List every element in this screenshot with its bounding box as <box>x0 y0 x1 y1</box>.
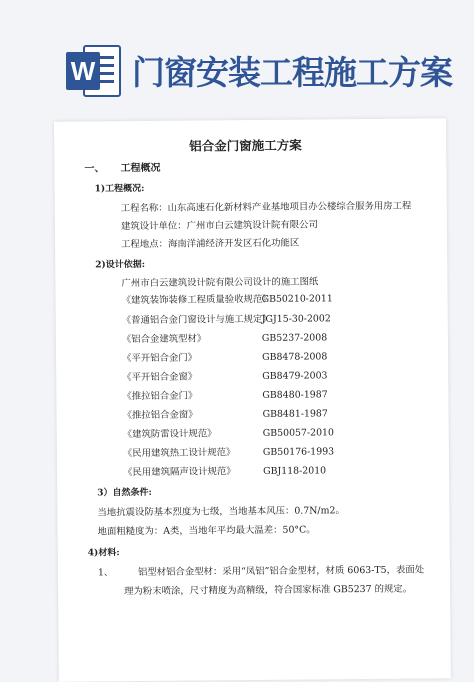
reference-code: GB5237-2008 <box>261 332 328 344</box>
materials-item-line: 铝型材铝合金型材：采用“凤铝”铝合金型材，材质 6063-T5，表面处 <box>137 564 425 578</box>
section-heading-design-basis: 2)设计依据: <box>95 259 146 271</box>
chapter-title: 工程概况 <box>120 162 161 175</box>
document-page <box>54 118 451 681</box>
design-basis-intro: 广州市白云建筑设计院有限公司设计的施工图纸 <box>121 276 319 290</box>
roughness-temperature-line: 地面粗糙度为：A类，当地年平均最大温差：50°C。 <box>97 524 316 538</box>
reference-item <box>121 332 328 346</box>
reference-item <box>122 427 335 441</box>
section-heading-overview: 1)工程概况: <box>94 183 145 195</box>
reference-name: 《平开铝合金门》 <box>122 352 198 365</box>
reference-name: 《推拉铝合金门》 <box>122 390 198 403</box>
reference-name: 《平开铝合金窗》 <box>122 371 198 384</box>
reference-item <box>121 313 331 327</box>
section-heading-natural-conditions: 3）自然条件: <box>97 487 152 499</box>
reference-code: GB8478-2008 <box>262 351 328 363</box>
reference-code: GB8479-2003 <box>262 370 328 382</box>
reference-name: 《推拉铝合金窗》 <box>122 409 198 422</box>
section-heading-materials: 4)材料: <box>87 548 120 559</box>
banner-title: 门窗安装工程施工方案 <box>132 53 452 92</box>
reference-code: GB8480-1987 <box>262 389 328 401</box>
reference-item <box>123 465 327 479</box>
word-icon-letter: W <box>70 56 96 86</box>
design-unit-line: 建筑设计单位：广州市白云建筑设计院有限公司 <box>120 219 318 233</box>
reference-code: GB50176-1993 <box>262 446 335 458</box>
reference-item <box>122 370 328 384</box>
reference-item <box>122 389 328 403</box>
reference-item <box>121 293 333 307</box>
reference-code: GB50057-2010 <box>262 427 335 439</box>
chapter-heading <box>84 163 160 176</box>
project-name-line: 工程名称：山东高速石化新材料产业基地项目办公楼综合服务用房工程 <box>120 200 412 215</box>
materials-item-number: 1、 <box>97 567 114 579</box>
reference-item <box>122 351 328 365</box>
materials-item-line: 理为粉末喷涂，尺寸精度为高精级，符合国家标准 GB5237 的规定。 <box>124 583 413 598</box>
reference-code: GB8481-1987 <box>262 408 328 420</box>
project-location-line: 工程地点：海南洋浦经济开发区石化功能区 <box>121 237 300 251</box>
seismic-wind-line: 当地抗震设防基本烈度为七级，当地基本风压：0.7N/m2。 <box>97 505 345 519</box>
reference-name: 《建筑防雷设计规范》 <box>122 428 217 441</box>
reference-name: 《普通铝合金门窗设计与施工规定》 <box>121 313 272 327</box>
reference-name: 《民用建筑热工设计规范》 <box>122 447 236 460</box>
chapter-number: 一、 <box>84 163 105 175</box>
reference-name: 《铝合金建筑型材》 <box>121 333 207 346</box>
reference-item <box>122 446 335 460</box>
reference-code: GBJ118-2010 <box>263 465 327 477</box>
banner <box>0 0 474 125</box>
word-document-icon <box>64 42 122 100</box>
document-title: 铝合金门窗施工方案 <box>189 137 302 154</box>
reference-code: GB50210-2011 <box>261 293 333 305</box>
reference-name: 《建筑装饰装修工程质量验收规范》 <box>121 293 272 307</box>
reference-name: 《民用建筑隔声设计规范》 <box>123 466 236 479</box>
reference-code: JGJ15-30-2002 <box>261 313 331 325</box>
reference-item <box>122 408 328 422</box>
